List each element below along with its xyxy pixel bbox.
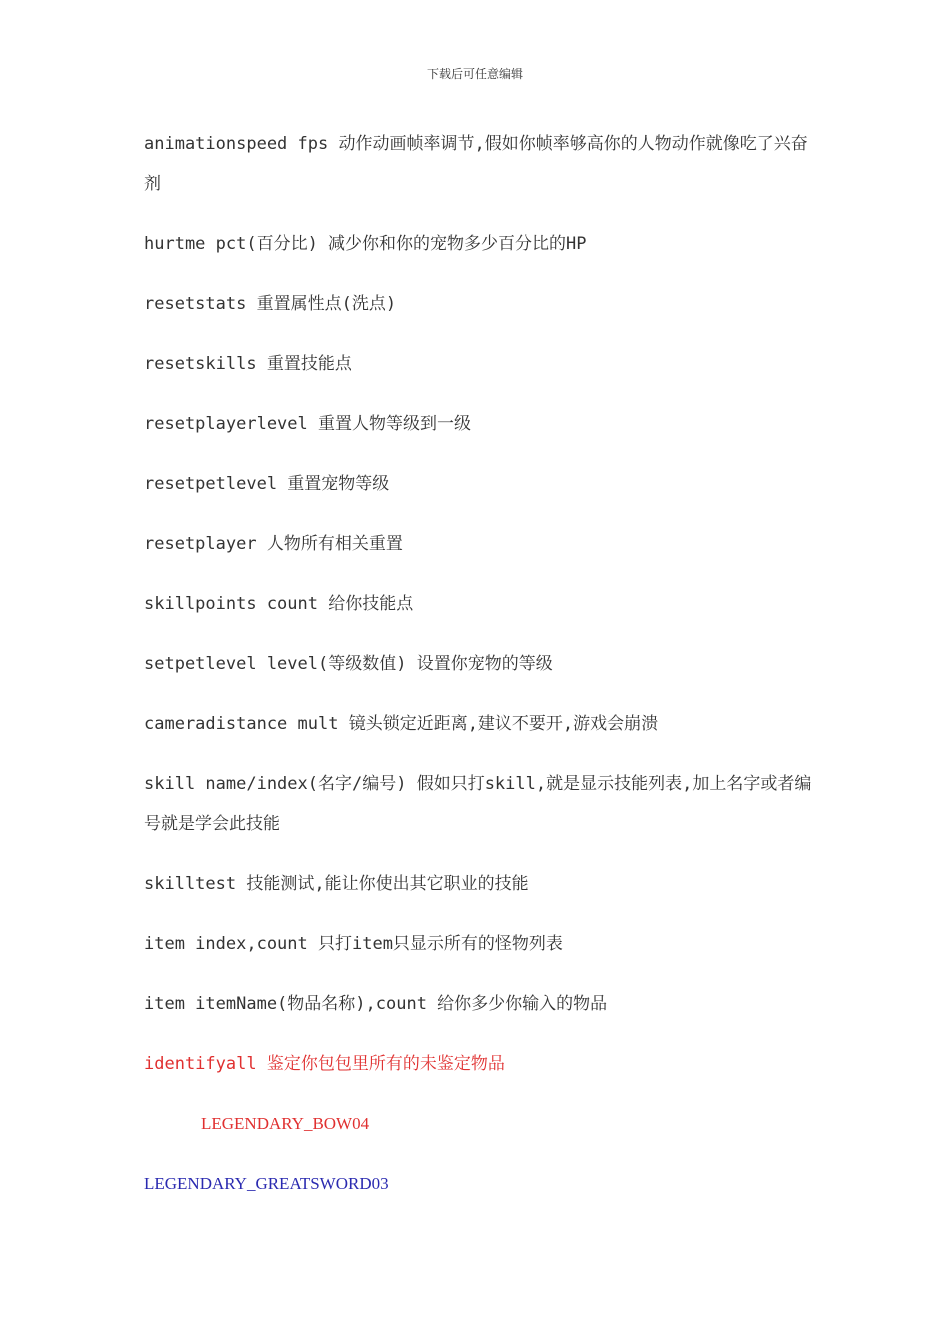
command-entry-setpetlevel: setpetlevel level(等级数值) 设置你宠物的等级 [144, 654, 553, 674]
command-entry-cameradistance: cameradistance mult 镜头锁定近距离,建议不要开,游戏会崩溃 [144, 714, 659, 734]
command-entry-resetskills: resetskills 重置技能点 [144, 354, 352, 374]
command-entry-item-name: item itemName(物品名称),count 给你多少你输入的物品 [144, 994, 608, 1014]
item-code-legendary-greatsword03: LEGENDARY_GREATSWORD03 [144, 1174, 389, 1193]
command-entry-skill: skill name/index(名字/编号) 假如只打skill,就是显示技能列表,加上名字或者编号就是学会此技能 [144, 774, 812, 834]
command-entry-skillpoints: skillpoints count 给你技能点 [144, 594, 414, 614]
item-code-legendary-bow04: LEGENDARY_BOW04 [201, 1114, 370, 1133]
command-entry-resetpetlevel: resetpetlevel 重置宠物等级 [144, 474, 390, 494]
command-entry-resetplayer: resetplayer 人物所有相关重置 [144, 534, 403, 554]
command-entry-item-index: item index,count 只打item只显示所有的怪物列表 [144, 934, 563, 954]
command-list [144, 124, 814, 1224]
command-entry-hurtme: hurtme pct(百分比) 减少你和你的宠物多少百分比的HP [144, 234, 587, 254]
command-entry-animationspeed: animationspeed fps 动作动画帧率调节,假如你帧率够高你的人物动作就像吃了兴奋剂 [144, 134, 808, 194]
page-header: 下载后可任意编辑 [426, 67, 523, 81]
command-entry-resetstats: resetstats 重置属性点(洗点) [144, 294, 397, 314]
command-entry-identifyall: identifyall 鉴定你包包里所有的未鉴定物品 [144, 1054, 505, 1074]
command-entry-resetplayerlevel: resetplayerlevel 重置人物等级到一级 [144, 414, 471, 434]
command-entry-skilltest: skilltest 技能测试,能让你使出其它职业的技能 [144, 874, 529, 894]
